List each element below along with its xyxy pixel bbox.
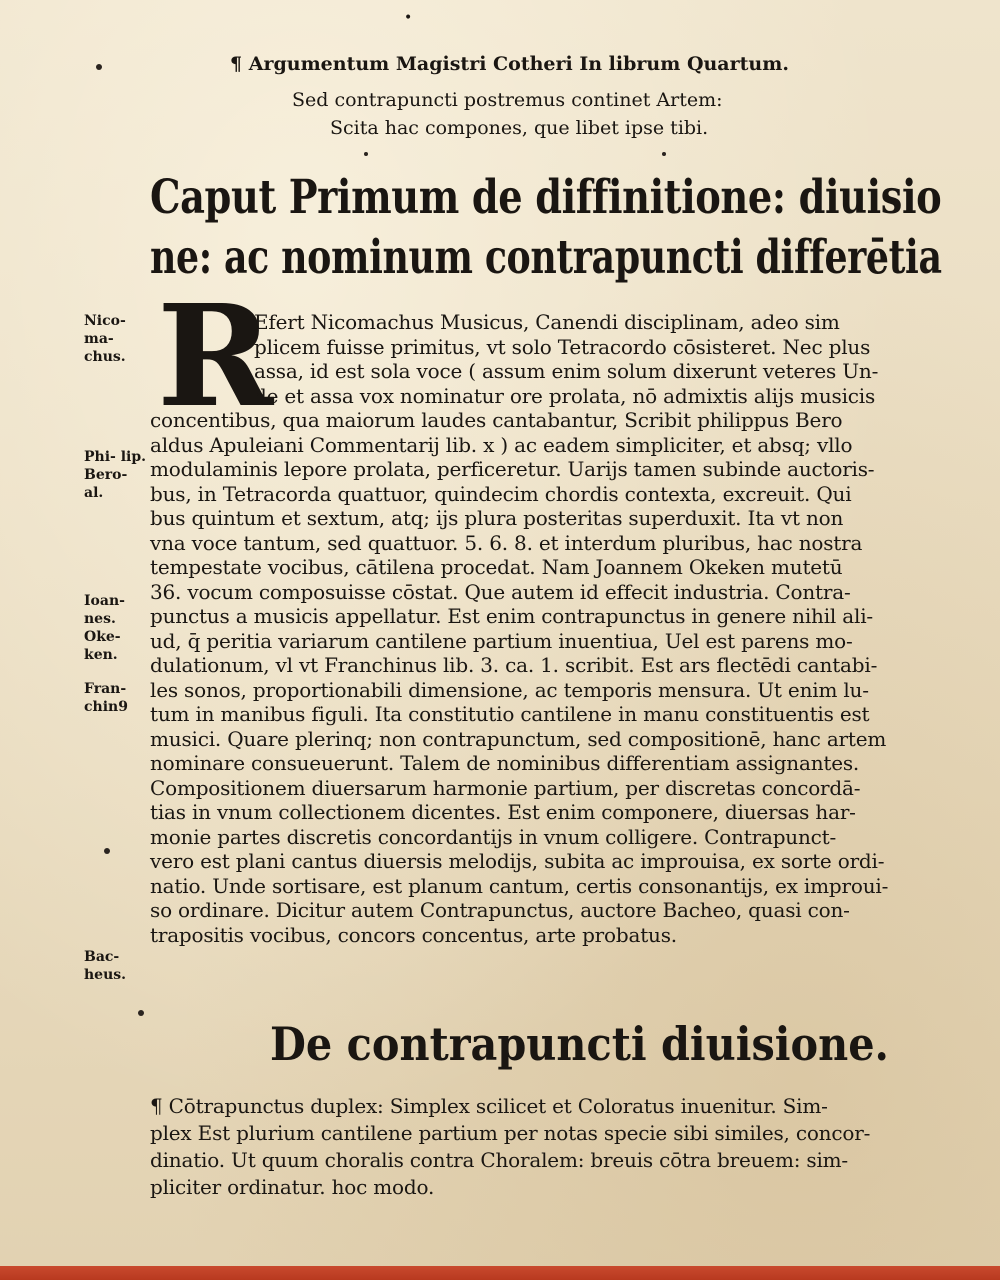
drop-capital: R xyxy=(157,275,274,439)
body-line: monie partes discretis concordantijs in vnum colligere. Contrapunct- xyxy=(150,824,837,849)
body-line: aldus Apuleiani Commentarij lib. x ) ac eadem simpliciter, et absq; vllo xyxy=(150,432,853,457)
ink-speck xyxy=(662,152,666,156)
body-line: de et assa vox nominatur ore prolata, nō admixtis alijs musicis xyxy=(254,383,876,408)
body-line: ud, q̄ peritia variarum cantilene partium inuentiua, Uel est parens mo- xyxy=(150,628,853,653)
body-line: tempestate vocibus, cātilena procedat. Nam Joannem Okeken mutetū xyxy=(150,555,843,579)
section-line: plex Est plurium cantilene partium per notas specie sibi similes, concor- xyxy=(150,1121,871,1145)
pilcrow-mark: ¶ xyxy=(230,53,243,75)
body-line: modulaminis lepore prolata, perficeretur. Uarijs tamen subinde auctoris- xyxy=(150,457,875,481)
margin-note: Ioan- nes. Oke- ken. xyxy=(84,593,125,663)
body-line: Compositionem diuersarum harmonie partium, per discretas concordā- xyxy=(150,775,861,800)
section-line: ¶ Cōtrapunctus duplex: Simplex scilicet et Coloratus inuenitur. Sim- xyxy=(150,1094,828,1118)
body-line: bus quintum et sextum, atq; ijs plura posteritas superduxit. Ita vt non xyxy=(150,506,844,530)
body-line: vero est plani cantus diuersis melodijs, subita ac improuisa, ex sorte ordi- xyxy=(150,849,885,873)
margin-note: Fran- chin9 xyxy=(84,681,128,715)
body-line: so ordinare. Dicitur autem Contrapunctus, auctore Bacheo, quasi con- xyxy=(150,898,850,922)
margin-note: Phi- lip. Bero- al. xyxy=(84,449,147,501)
body-line: assa, id est sola voce ( assum enim solum dixerunt veteres Un- xyxy=(254,359,879,383)
margin-note: Nico- ma- chus. xyxy=(84,313,126,365)
body-line: dulationum, vl vt Franchinus lib. 3. ca. 1. scribit. Est ars flectēdi cantabi- xyxy=(150,653,878,677)
section-line: pliciter ordinatur. hoc modo. xyxy=(150,1175,435,1199)
ink-speck xyxy=(96,64,102,70)
ink-speck xyxy=(138,1010,144,1016)
top-mark: • xyxy=(404,10,413,26)
ink-speck xyxy=(104,848,110,854)
bottom-edge-strip xyxy=(0,1266,1000,1280)
verse-line-1: Sed contrapuncti postremus continet Artem: xyxy=(292,89,723,111)
argument-line xyxy=(230,52,880,76)
chapter-title-line-2: ne: ac nominum contrapuncti differētia xyxy=(150,230,942,285)
body-line: natio. Unde sortisare, est planum cantum, certis consonantijs, ex improui- xyxy=(150,873,889,898)
body-line: punctus a musicis appellatur. Est enim contrapunctus in genere nihil ali- xyxy=(150,604,873,628)
body-line: les sonos, proportionabili dimensione, ac temporis mensura. Ut enim lu- xyxy=(150,677,869,702)
argument-text: Argumentum Magistri Cotheri In librum Quartum. xyxy=(248,53,789,75)
chapter-title-line-1: Caput Primum de diffinitione: diuisio xyxy=(150,170,942,225)
margin-note: Bac- heus. xyxy=(84,949,127,983)
chapter-title xyxy=(150,168,942,288)
body-line: musici. Quare plerinq; non contrapunctum, sed compositionē, hanc artem xyxy=(150,726,887,751)
body-line: 36. vocum composuisse cōstat. Que autem id effecit industria. Contra- xyxy=(150,579,851,604)
body-line: tias in vnum collectionem dicentes. Est enim componere, diuersas har- xyxy=(150,800,856,824)
section-line: dinatio. Ut quum choralis contra Choralem: breuis cōtra breuem: sim- xyxy=(150,1148,848,1172)
body-line: Efert Nicomachus Musicus, Canendi disciplinam, adeo sim xyxy=(254,310,840,334)
body-line: nominare consueuerunt. Talem de nominibus differentiam assignantes. xyxy=(150,751,860,775)
body-line: trapositis vocibus, concors concentus, arte probatus. xyxy=(150,922,677,947)
body-line: vna voce tantum, sed quattuor. 5. 6. 8. et interdum pluribus, hac nostra xyxy=(150,530,863,555)
ink-speck xyxy=(364,152,368,156)
verse-line-2: Scita hac compones, que libet ipse tibi. xyxy=(330,117,709,139)
body-line: concentibus, qua maiorum laudes cantabantur, Scribit philippus Bero xyxy=(150,408,843,432)
body-line: bus, in Tetracorda quattuor, quindecim chordis contexta, excreuit. Qui xyxy=(150,481,852,506)
section-heading: De contrapuncti diuisione. xyxy=(270,1017,889,1071)
body-line: plicem fuisse primitus, vt solo Tetracordo cōsisteret. Nec plus xyxy=(254,334,871,359)
body-line: tum in manibus figuli. Ita constitutio cantilene in manu constituentis est xyxy=(150,702,870,726)
